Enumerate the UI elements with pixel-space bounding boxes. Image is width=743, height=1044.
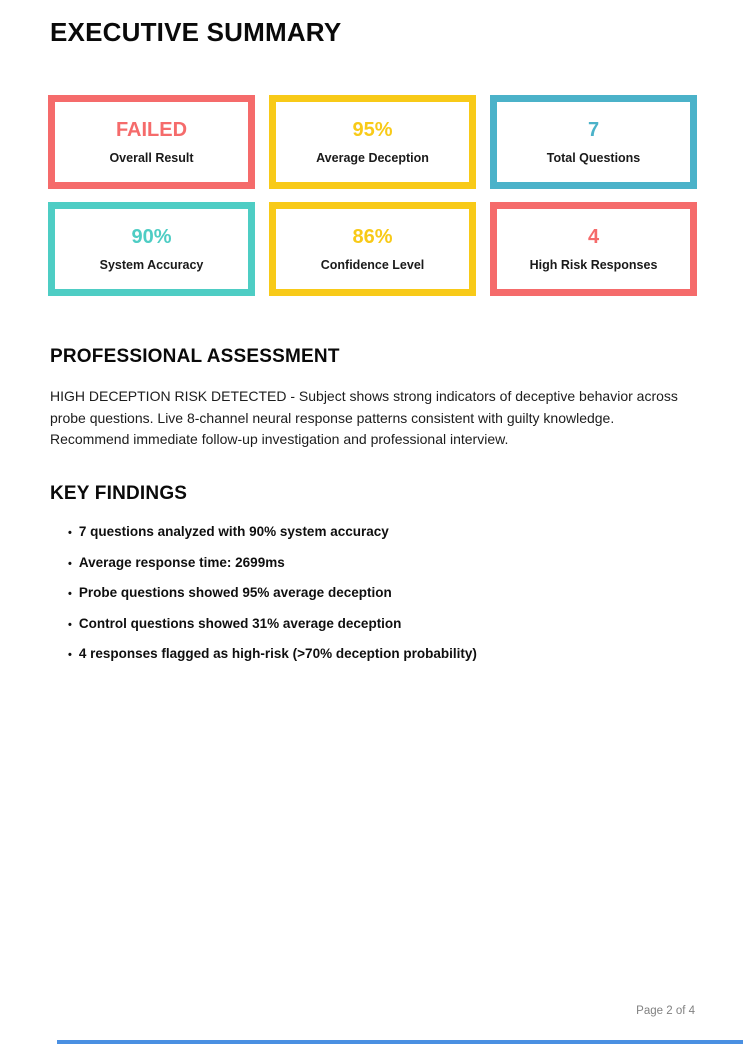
card-value: 7 bbox=[587, 118, 600, 141]
summary-card-high-risk-responses bbox=[490, 202, 697, 296]
finding-item bbox=[68, 615, 688, 634]
finding-text: Average response time: 2699ms bbox=[78, 554, 285, 570]
summary-card-confidence-level bbox=[269, 202, 476, 296]
card-label: Total Questions bbox=[546, 150, 641, 165]
summary-card-overall-result bbox=[48, 95, 255, 189]
key-findings-heading: KEY FINDINGS bbox=[50, 483, 188, 504]
bottom-accent-bar bbox=[57, 1040, 743, 1044]
professional-assessment-heading: PROFESSIONAL ASSESSMENT bbox=[50, 346, 340, 367]
finding-item bbox=[68, 523, 688, 542]
card-value: FAILED bbox=[115, 118, 188, 141]
professional-assessment-body: HIGH DECEPTION RISK DETECTED - Subject shows strong indicators of deceptive behavior across probe questions. Live 8-channel neural response patterns consistent with guilty knowledge. Recommend immediate follow-up investigation and professional interview. bbox=[50, 388, 678, 447]
card-label: Confidence Level bbox=[320, 257, 425, 272]
summary-card-average-deception bbox=[269, 95, 476, 189]
card-value: 95% bbox=[352, 118, 393, 141]
summary-cards-grid bbox=[48, 95, 697, 296]
bullet-icon: • bbox=[68, 588, 72, 600]
finding-text: Probe questions showed 95% average deception bbox=[78, 585, 392, 600]
finding-text: 4 responses flagged as high-risk (>70% deception probability) bbox=[78, 646, 477, 661]
card-value: 86% bbox=[352, 225, 393, 248]
bullet-icon: • bbox=[68, 557, 72, 570]
summary-card-total-questions bbox=[490, 95, 697, 189]
card-label: System Accuracy bbox=[99, 257, 204, 272]
key-findings-list bbox=[68, 523, 688, 676]
card-label: High Risk Responses bbox=[529, 257, 658, 272]
bullet-icon: • bbox=[68, 649, 72, 661]
finding-text: 7 questions analyzed with 90% system accuracy bbox=[78, 524, 389, 539]
page-title: EXECUTIVE SUMMARY bbox=[50, 17, 342, 47]
card-value: 4 bbox=[587, 225, 600, 248]
summary-card-system-accuracy bbox=[48, 202, 255, 296]
finding-item bbox=[68, 554, 688, 573]
page-indicator: Page 2 of 4 bbox=[636, 1005, 695, 1017]
card-label: Overall Result bbox=[109, 150, 194, 165]
card-value: 90% bbox=[131, 225, 172, 248]
bullet-icon: • bbox=[68, 527, 72, 539]
finding-item bbox=[68, 584, 688, 603]
finding-text: Control questions showed 31% average deception bbox=[78, 615, 402, 631]
finding-item bbox=[68, 645, 688, 664]
bullet-icon: • bbox=[68, 618, 72, 631]
card-label: Average Deception bbox=[316, 150, 429, 165]
